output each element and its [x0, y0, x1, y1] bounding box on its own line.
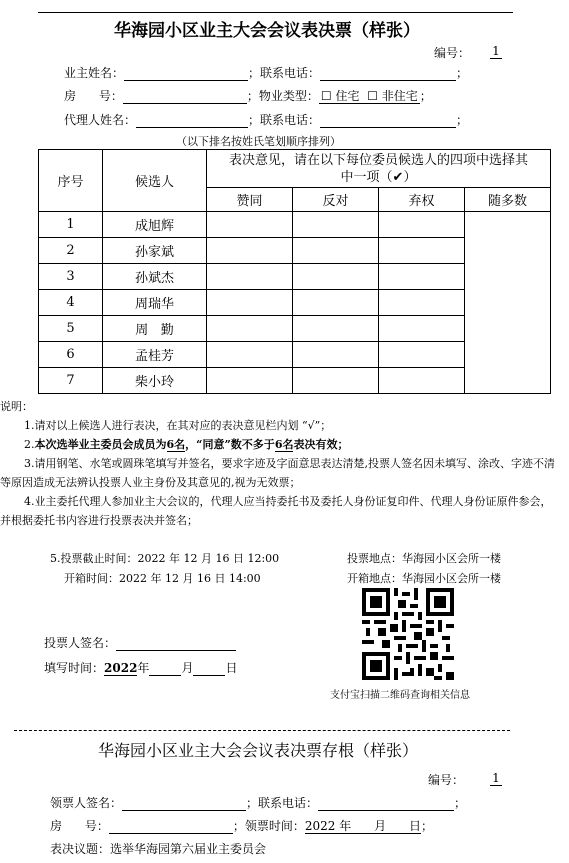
owner-phone-label: ；联系电话： [248, 66, 321, 80]
cell-agree[interactable] [207, 316, 293, 342]
room-label: 房 号： [64, 89, 123, 103]
proxy-phone-label: ；联系电话： [248, 113, 321, 127]
row-candidate: 周瑞华 [103, 290, 207, 316]
cell-oppose[interactable] [293, 368, 379, 394]
stub-room-field[interactable] [109, 820, 233, 834]
cell-oppose[interactable] [293, 342, 379, 368]
row-no: 5 [39, 316, 103, 342]
row-no: 1 [39, 212, 103, 238]
proxy-row [64, 111, 468, 128]
stub-receive-time-label: ；领票时间： [232, 819, 305, 833]
header-follow: 随多数 [465, 188, 551, 212]
property-residential-label: 住宅 [335, 89, 360, 103]
cell-agree[interactable] [207, 368, 293, 394]
semicolon: ； [421, 819, 434, 833]
note-5-location: 投票地点：华海园小区会所一楼 [347, 552, 501, 565]
proxy-name-field[interactable] [136, 114, 248, 128]
voter-sign-label: 投票人签名： [44, 636, 117, 650]
ballot-number-label: 编号： [434, 46, 471, 60]
fill-time-day-field[interactable] [193, 662, 225, 676]
stub-receiver-label: 领票人签名： [50, 796, 123, 810]
candidate-table [38, 149, 551, 394]
note-4: 4.业主委托代理人参加业主大会议的，代理人应当持委托书及委托人身份证复印件、代理人身份证原件参会，并根据委托书内容进行投票表决并签名； [0, 495, 552, 527]
fill-time-month-field[interactable] [149, 662, 181, 676]
row-no: 6 [39, 342, 103, 368]
fill-time-row [44, 659, 237, 676]
stub-title: 华海园小区业主大会会议表决票存根（样张） [98, 741, 419, 760]
note-2-text-a: 本次选举业主委员会成员为 [34, 438, 167, 451]
note-2-text-f: ； [337, 438, 349, 451]
row-no: 4 [39, 290, 103, 316]
cell-abstain[interactable] [379, 368, 465, 394]
property-type-options [319, 89, 420, 104]
cell-follow-majority[interactable] [465, 212, 551, 394]
row-no: 7 [39, 368, 103, 394]
row-candidate: 周 勤 [103, 316, 207, 342]
proxy-phone-field[interactable] [320, 114, 456, 128]
fill-time-label: 填写时间： [44, 661, 105, 675]
note-2-text-e: 表决有效 [293, 438, 338, 451]
fill-time-year: 2022 [104, 661, 138, 675]
note-6-open-time: 开箱时间：2022 年 12 月 16 日 14:00 [64, 572, 261, 585]
qr-code-icon [362, 588, 454, 680]
note-2-count-a: 6名 [166, 438, 186, 451]
header-agree: 赞同 [207, 188, 293, 212]
semicolon: ； [456, 66, 469, 80]
table-row [39, 212, 551, 238]
note-2-text-c: ，“同意”数不多于 [185, 438, 275, 451]
note-5-deadline: 5.投票截止时间：2022 年 12 月 16 日 12:00 [50, 552, 280, 565]
row-candidate: 孙斌杰 [103, 264, 207, 290]
cut-line [14, 730, 510, 731]
stub-receiver-row [50, 794, 466, 811]
header-candidate: 候选人 [103, 150, 207, 212]
qr-caption: 支付宝扫描二维码查询相关信息 [330, 690, 470, 701]
header-no: 序号 [39, 150, 103, 212]
order-note: （以下排名按姓氏笔划顺序排列） [176, 135, 341, 148]
note-3: 3.请用钢笔、水笔或圆珠笔填写并签名，要求字迹及字面意思表达清楚,投票人签名因未填写、涂改、字迹不清等原因造成无法辨认投票人业主身份及其意见的,视为无效票； [0, 457, 555, 489]
semicolon: ； [456, 113, 469, 127]
stub-number-label: 编号： [428, 773, 465, 787]
header-oppose: 反对 [293, 188, 379, 212]
property-nonresidential-label: 非住宅 [381, 89, 418, 103]
cell-abstain[interactable] [379, 212, 465, 238]
cell-oppose[interactable] [293, 290, 379, 316]
voter-sign-field[interactable] [116, 637, 236, 651]
owner-phone-field[interactable] [320, 67, 456, 81]
cell-oppose[interactable] [293, 264, 379, 290]
top-rule [38, 12, 513, 13]
proxy-name-label: 代理人姓名： [64, 113, 137, 127]
cell-oppose[interactable] [293, 212, 379, 238]
cell-oppose[interactable] [293, 238, 379, 264]
cell-oppose[interactable] [293, 316, 379, 342]
ballot-title: 华海园小区业主大会会议表决票（样张） [114, 21, 420, 41]
cell-abstain[interactable] [379, 238, 465, 264]
notes-block [0, 416, 560, 530]
room-row [64, 87, 432, 104]
note-6-open-location: 开箱地点：华海园小区会所一楼 [347, 572, 501, 585]
stub-receiver-field[interactable] [122, 797, 246, 811]
note-2 [0, 435, 560, 454]
row-no: 3 [39, 264, 103, 290]
owner-name-row [64, 64, 468, 81]
stub-room-row [50, 817, 433, 834]
year-unit: 年 [137, 661, 150, 675]
stub-number-value: 1 [490, 771, 502, 786]
row-candidate: 柴小玲 [103, 368, 207, 394]
month-unit: 月 [181, 661, 194, 675]
cell-agree[interactable] [207, 342, 293, 368]
stub-receive-time-value[interactable]: 2022 年 月 日 [304, 819, 422, 833]
owner-name-field[interactable] [124, 67, 248, 81]
cell-agree[interactable] [207, 212, 293, 238]
property-type-label: ；物业类型： [246, 89, 319, 103]
stub-phone-label: ；联系电话： [246, 796, 319, 810]
row-candidate: 孙家斌 [103, 238, 207, 264]
day-unit: 日 [225, 661, 238, 675]
cell-agree[interactable] [207, 290, 293, 316]
ballot-number-value: 1 [490, 44, 502, 59]
semicolon: ； [419, 89, 432, 103]
cell-abstain[interactable] [379, 290, 465, 316]
owner-name-label: 业主姓名： [64, 66, 125, 80]
note-1: 1.请对以上候选人进行表决，在其对应的表决意见栏内划 “√”； [24, 419, 332, 432]
header-abstain: 弃权 [379, 188, 465, 212]
header-opinion: 表决意见，请在以下每位委员候选人的四项中选择其中一项（✔） [207, 150, 551, 188]
checkbox-residential-icon[interactable]: ☐ [320, 89, 332, 103]
cell-agree[interactable] [207, 238, 293, 264]
note-2-count-b: 6名 [274, 438, 294, 451]
cell-abstain[interactable] [379, 264, 465, 290]
row-candidate: 孟桂芳 [103, 342, 207, 368]
row-no: 2 [39, 238, 103, 264]
cell-agree[interactable] [207, 264, 293, 290]
stub-room-label: 房 号： [50, 819, 109, 833]
room-field[interactable] [123, 90, 247, 104]
semicolon: ； [454, 796, 467, 810]
cell-abstain[interactable] [379, 342, 465, 368]
row-candidate: 成旭辉 [103, 212, 207, 238]
checkbox-nonresidential-icon[interactable]: ☐ [367, 89, 378, 103]
note-2-prefix: 2. [24, 438, 35, 451]
voter-sign-row [44, 634, 236, 651]
stub-phone-field[interactable] [318, 797, 454, 811]
cell-abstain[interactable] [379, 316, 465, 342]
stub-topic: 表决议题：选举华海园第六届业主委员会 [50, 842, 267, 856]
notes-heading: 说明： [0, 400, 33, 413]
